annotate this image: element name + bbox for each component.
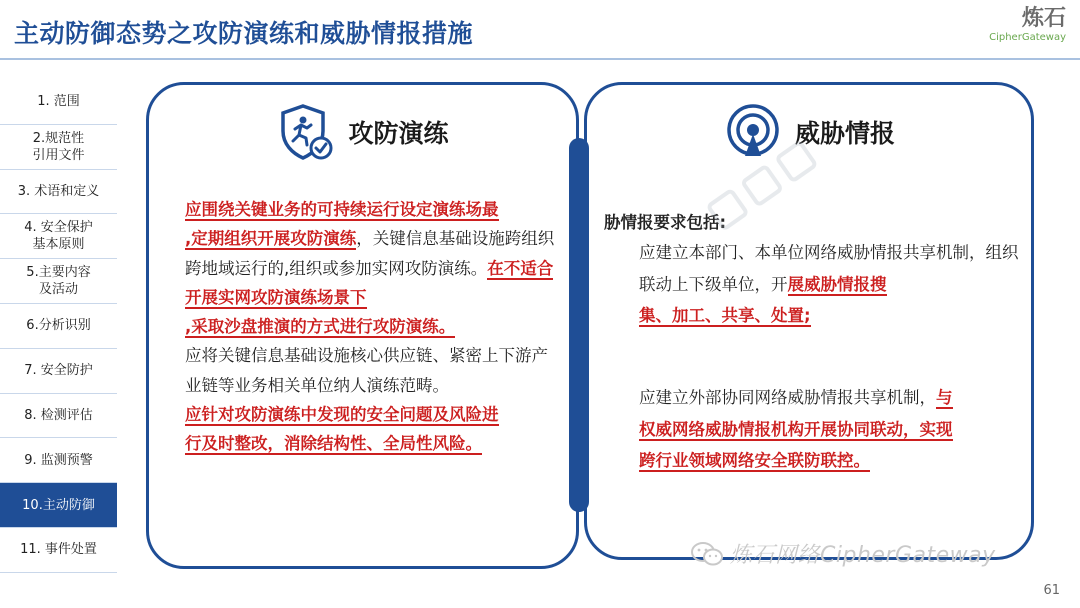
attack-defense-title: 攻防演练	[348, 119, 449, 148]
attack-defense-panel	[146, 82, 579, 569]
signal-broadcast-icon	[723, 102, 783, 162]
internal-sharing-text: 应建立本部门、本单位网络威胁情报共享机制，组织联动上下级单位，开	[639, 243, 1019, 294]
runner-shield-icon	[276, 102, 336, 162]
rectification-highlight-1: 应针对攻防演练中发现的安全问题及风险进	[185, 405, 499, 425]
sidebar-item-protection[interactable]: 7. 安全防护	[0, 349, 117, 394]
sidebar-item-incident-handling[interactable]: 11. 事件处置	[0, 528, 117, 573]
threat-intel-panel	[584, 82, 1034, 560]
rectification-highlight-2: 行及时整改，消除结构性、全局性风险。	[185, 434, 482, 454]
logo-main-text: 炼石	[1021, 6, 1066, 31]
external-sharing-highlight-3: 跨行业领域网络安全联防联控。	[639, 451, 870, 470]
sidebar-item-main-content[interactable]: 5.主要内容 及活动	[0, 259, 117, 304]
sidebar-item-scope[interactable]: 1. 范围	[0, 80, 117, 125]
sidebar-item-analysis[interactable]: 6.分析识别	[0, 304, 117, 349]
brand-logo	[989, 6, 1066, 44]
logo-sub-text: CipherGateway	[989, 32, 1066, 43]
sidebar-item-principles[interactable]: 4. 安全保护 基本原则	[0, 214, 117, 259]
sidebar-item-normative-references[interactable]: 2.规范性 引用文件	[0, 125, 117, 170]
sidebar-item-active-defense[interactable]: 10.主动防御	[0, 483, 117, 528]
sandbox-method-highlight: ,采取沙盘推演的方式进行攻防演练。	[185, 317, 456, 337]
sandbox-condition-highlight: 在不适合开展实网攻防演练场景下	[185, 258, 554, 307]
internal-sharing-highlight-1: 展威胁情报搜	[787, 274, 887, 294]
footer-brand-text: 炼石网络CipherGateway	[730, 543, 996, 568]
attack-defense-header	[149, 97, 576, 167]
sidebar-item-assessment[interactable]: 8. 检测评估	[0, 394, 117, 439]
external-sharing-highlight-2: 权威网络威胁情报机构开展协同联动，实现	[639, 419, 953, 439]
external-sharing-text: 应建立外部协同网络威胁情报共享机制，	[639, 388, 936, 407]
drill-schedule-highlight: ,定期组织开展攻防演练	[185, 229, 357, 249]
wechat-icon	[690, 540, 724, 568]
attack-defense-body	[185, 195, 563, 459]
external-sharing-highlight-1: 与	[936, 388, 953, 407]
sidebar-nav	[0, 80, 117, 573]
title-divider	[0, 58, 1080, 60]
sidebar-item-monitoring[interactable]: 9. 监测预警	[0, 438, 117, 483]
page-number: 61	[1043, 583, 1060, 598]
threat-intel-title: 威胁情报	[794, 119, 895, 148]
drill-body-text: ，关键信息基础设施跨组织跨地域运行的,组织或参加实网攻防演练。	[185, 229, 555, 278]
panel-connector	[569, 138, 589, 512]
footer-brand	[690, 538, 996, 569]
internal-sharing-highlight-2: 集、加工、共享、处置;	[639, 306, 811, 325]
drill-requirement-highlight: 应围绕关键业务的可持续运行设定演练场最	[185, 200, 499, 219]
threat-intel-header	[587, 97, 1031, 167]
threat-intel-lead: 胁情报要求包括:	[604, 213, 727, 232]
internal-sharing-block	[639, 237, 1019, 332]
external-sharing-block	[639, 382, 1019, 477]
sidebar-item-terms[interactable]: 3. 术语和定义	[0, 170, 117, 215]
page-title: 主动防御态势之攻防演练和威胁情报措施	[14, 19, 474, 48]
supply-chain-text: 应将关键信息基础设施核心供应链、紧密上下游产业链等业务相关单位纳人演练范畴。	[185, 346, 548, 395]
